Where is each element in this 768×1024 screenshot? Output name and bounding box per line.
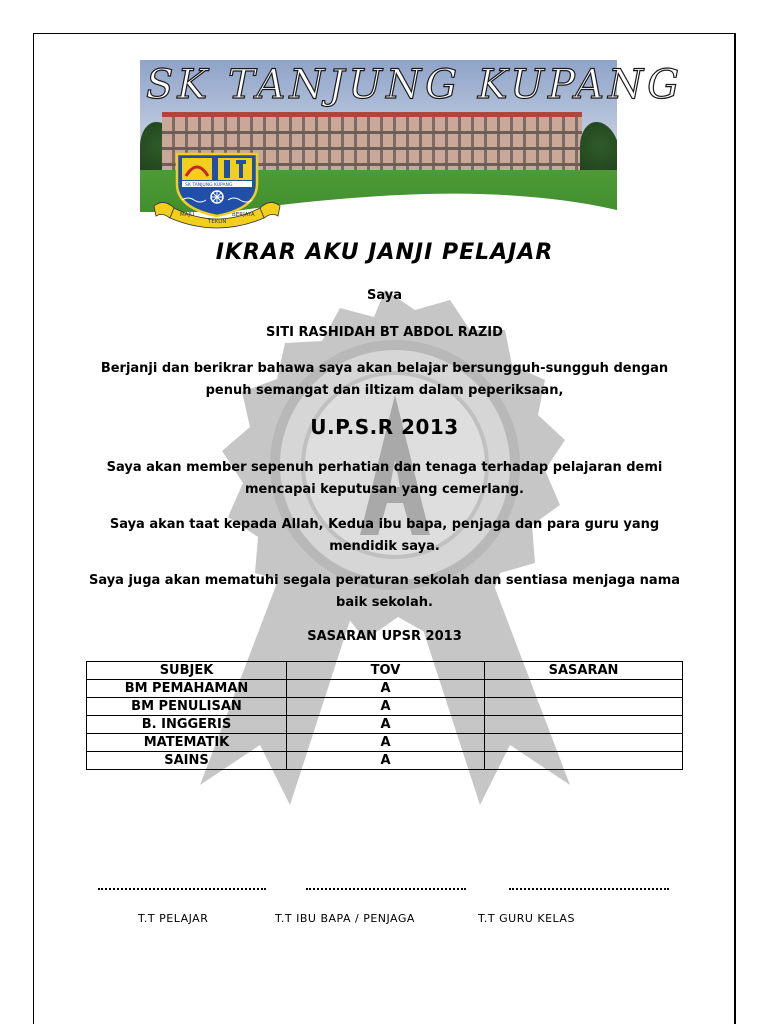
column-header-subjek: SUBJEK (87, 662, 287, 680)
subject-cell: SAINS (87, 752, 287, 770)
column-header-sasaran: SASARAN (485, 662, 683, 680)
table-row (87, 698, 683, 716)
parent-signature-label: T.T IBU BAPA / PENJAGA (275, 912, 415, 925)
targets-heading: SASARAN UPSR 2013 (307, 629, 462, 644)
subject-cell: BM PENULISAN (87, 698, 287, 716)
table-row (87, 752, 683, 770)
subject-cell: MATEMATIK (87, 734, 287, 752)
tov-cell: A (287, 716, 485, 734)
table-header-row (87, 662, 683, 680)
crest-banner-text: SK TANJUNG KUPANG (185, 183, 233, 188)
target-cell[interactable] (485, 734, 683, 752)
student-signature-label: T.T PELAJAR (138, 912, 209, 925)
pledge-paragraph-3: Saya akan taat kepada Allah, Kedua ibu bapa, penjaga dan para guru yang mendidik saya. (109, 517, 660, 554)
school-name: SK TANJUNG KUPANG (146, 62, 684, 108)
subject-cell: B. INGGERIS (87, 716, 287, 734)
pledge-paragraph-2: Saya akan member sepenuh perhatian dan tenaga terhadap pelajaran demi mencapai keputusan yang cemerlang. (106, 460, 663, 497)
tov-cell: A (287, 680, 485, 698)
signature-section (98, 880, 673, 940)
student-name: SITI RASHIDAH BT ABDOL RAZID (266, 325, 503, 340)
table-row (87, 680, 683, 698)
target-cell[interactable] (485, 752, 683, 770)
pledge-paragraph-1: Berjanji dan berikrar bahawa saya akan belajar bersungguh-sungguh dengan penuh semangat dan iltizam dalam peperiksaan, (100, 361, 669, 398)
subject-cell: BM PEMAHAMAN (87, 680, 287, 698)
teacher-signature-label: T.T GURU KELAS (478, 912, 575, 925)
school-crest-logo (152, 150, 282, 230)
table-row (87, 734, 683, 752)
table-row (87, 716, 683, 734)
crest-motto-right: BERJAYA (232, 212, 255, 218)
target-cell[interactable] (485, 716, 683, 734)
column-header-tov: TOV (287, 662, 485, 680)
pledge-paragraph-4: Saya juga akan mematuhi segala peraturan sekolah dan sentiasa menjaga nama baik sekolah. (88, 573, 681, 610)
target-cell[interactable] (485, 698, 683, 716)
student-signature-line[interactable] (98, 880, 266, 890)
tov-cell: A (287, 734, 485, 752)
parent-signature-line[interactable] (306, 880, 466, 890)
teacher-signature-line[interactable] (509, 880, 669, 890)
crest-motto-left: MAJU (180, 212, 195, 218)
target-cell[interactable] (485, 680, 683, 698)
tov-cell: A (287, 698, 485, 716)
crest-motto-middle: TEKUN (208, 219, 227, 225)
tov-cell: A (287, 752, 485, 770)
pledge-title: IKRAR AKU JANJI PELAJAR (215, 240, 554, 265)
exam-heading: U.P.S.R 2013 (310, 415, 459, 439)
targets-table (86, 661, 683, 770)
saya-text: Saya (367, 288, 402, 303)
